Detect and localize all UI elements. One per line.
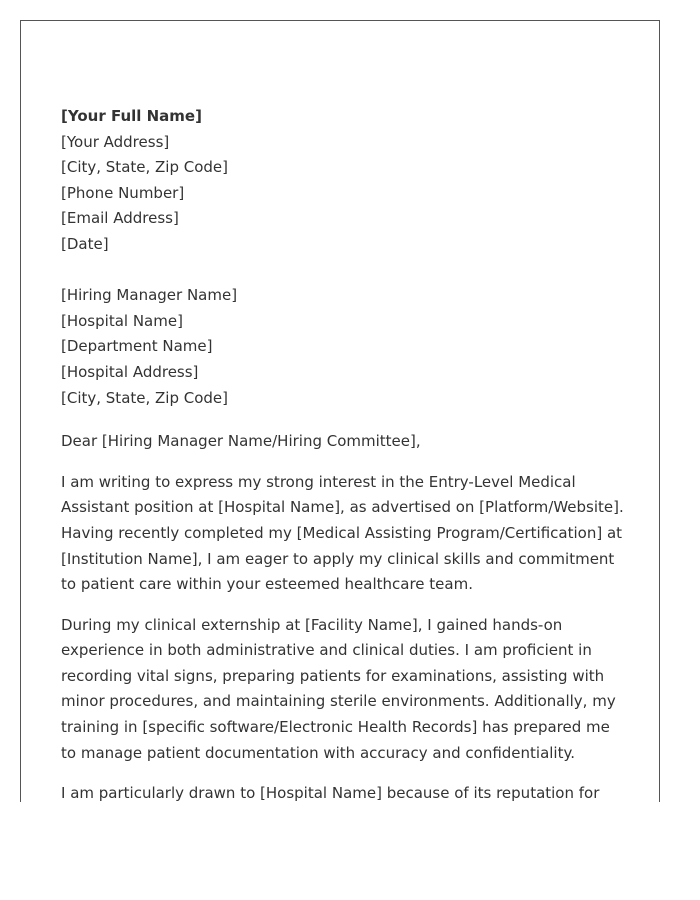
- sender-name: [Your Full Name]: [61, 107, 202, 125]
- sender-city-state-zip: [City, State, Zip Code]: [61, 158, 229, 177]
- body-paragraph-2: During my clinical externship at [Facility Name], I gained hands-on experience in both administrative and clinical duties. I am proficient in recording vital signs, preparing patients for examinations, assisting with minor procedures, and maintaining sterile environments. Additionally, my training in [specific software/Electronic Health Records] has prepared me to manage patient documentation with accuracy and confidentiality.: [61, 615, 616, 762]
- recipient-hospital-name: [Hospital Name]: [61, 311, 183, 330]
- block-spacer: [61, 258, 627, 284]
- letter-content: [61, 104, 627, 802]
- recipient-hospital-address: [Hospital Address]: [61, 362, 199, 381]
- sender-phone: [Phone Number]: [61, 183, 185, 202]
- sender-address: [Your Address]: [61, 132, 170, 151]
- document-page: [20, 20, 660, 802]
- recipient-block: [61, 283, 627, 411]
- sender-email: [Email Address]: [61, 209, 179, 228]
- recipient-department: [Department Name]: [61, 337, 213, 356]
- body-paragraph-3: I am particularly drawn to [Hospital Name] because of its reputation for: [61, 784, 600, 802]
- sender-block: [61, 104, 627, 258]
- salutation: Dear [Hiring Manager Name/Hiring Committee],: [61, 432, 421, 451]
- body-paragraph-1: I am writing to express my strong interest in the Entry-Level Medical Assistant position at [Hospital Name], as advertised on [Platform/Website]. Having recently completed my [Medical Assisting Program/Certification] at [Institution Name], I am eager to apply my clinical skills and commitment to patient care within your esteemed healthcare team.: [61, 472, 624, 594]
- recipient-manager-name: [Hiring Manager Name]: [61, 286, 238, 305]
- recipient-city-state-zip: [City, State, Zip Code]: [61, 388, 229, 407]
- letter-date: [Date]: [61, 234, 109, 253]
